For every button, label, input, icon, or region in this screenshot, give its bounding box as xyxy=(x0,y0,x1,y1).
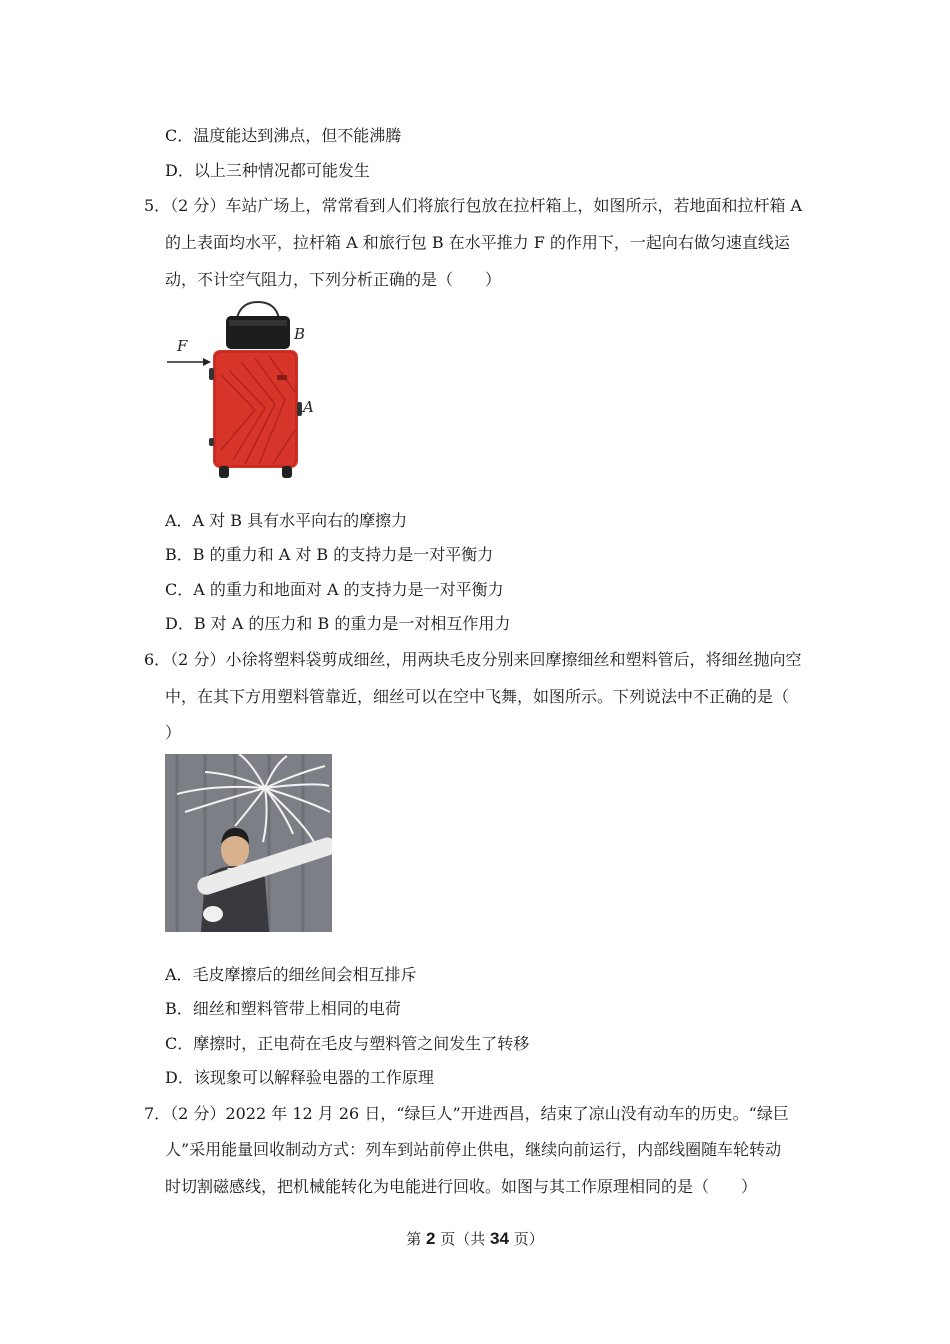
q5-stem-line3: 动，不计空气阻力，下列分析正确的是（ ） xyxy=(165,270,502,289)
q6-stem-line1: 6．（2 分）小徐将塑料袋剪成细丝，用两块毛皮分别来回摩擦细丝和塑料管后，将细丝抛向空 xyxy=(144,650,802,669)
q5-stem-line1: 5．（2 分）车站广场上，常常看到人们将旅行包放在拉杆箱上，如图所示，若地面和拉杆箱 A xyxy=(144,196,803,215)
footer-suffix: 页） xyxy=(508,1230,544,1248)
q5-option-b: B．B 的重力和 A 对 B 的支持力是一对平衡力 xyxy=(165,545,494,564)
q7-stem-line1: 7．（2 分）2022 年 12 月 26 日，“绿巨人”开进西昌，结束了凉山没有动车的历史。“绿巨 xyxy=(144,1104,789,1123)
bag-label: B xyxy=(294,325,306,343)
q6-option-c: C．摩擦时，正电荷在毛皮与塑料管之间发生了转移 xyxy=(165,1034,530,1053)
q6-option-a: A．毛皮摩擦后的细丝间会相互排斥 xyxy=(165,965,417,984)
q6-stem-line3: ） xyxy=(165,723,182,742)
q5-option-d: D．B 对 A 的压力和 B 的重力是一对相互作用力 xyxy=(165,614,511,633)
suitcase-diagram xyxy=(163,300,323,482)
q4-option-c: C．温度能达到沸点，但不能沸腾 xyxy=(165,126,402,145)
static-hair-photo xyxy=(165,754,332,932)
footer-prefix: 第 xyxy=(406,1230,427,1248)
footer-middle: 页（共 xyxy=(435,1230,491,1248)
q6-option-b: B．细丝和塑料管带上相同的电荷 xyxy=(165,999,401,1018)
q7-stem-line2: 人”采用能量回收制动方式：列车到站前停止供电，继续向前运行，内部线圈随车轮转动 xyxy=(165,1140,782,1159)
footer-page-number: 2 xyxy=(426,1229,436,1248)
q5-option-a: A．A 对 B 具有水平向右的摩擦力 xyxy=(165,511,408,530)
q7-stem-line3: 时切割磁感线，把机械能转化为电能进行回收。如图与其工作原理相同的是（ ） xyxy=(165,1177,758,1196)
q4-option-d: D．以上三种情况都可能发生 xyxy=(165,161,370,180)
case-label: A xyxy=(303,398,314,416)
page-footer xyxy=(0,1229,950,1249)
suitcase-figure xyxy=(163,300,323,482)
q6-option-d: D．该现象可以解释验电器的工作原理 xyxy=(165,1068,434,1087)
q6-stem-line2: 中，在其下方用塑料管靠近，细丝可以在空中飞舞，如图所示。下列说法中不正确的是（ xyxy=(165,687,790,706)
suitcase-body xyxy=(213,350,298,468)
q5-stem-line2: 的上表面均水平，拉杆箱 A 和旅行包 B 在水平推力 F 的作用下，一起向右做匀速直线运 xyxy=(165,233,790,252)
force-label: F xyxy=(177,337,188,355)
q5-option-c: C．A 的重力和地面对 A 的支持力是一对平衡力 xyxy=(165,580,504,599)
footer-total-pages: 34 xyxy=(490,1229,509,1248)
static-demo-photo xyxy=(165,754,332,932)
